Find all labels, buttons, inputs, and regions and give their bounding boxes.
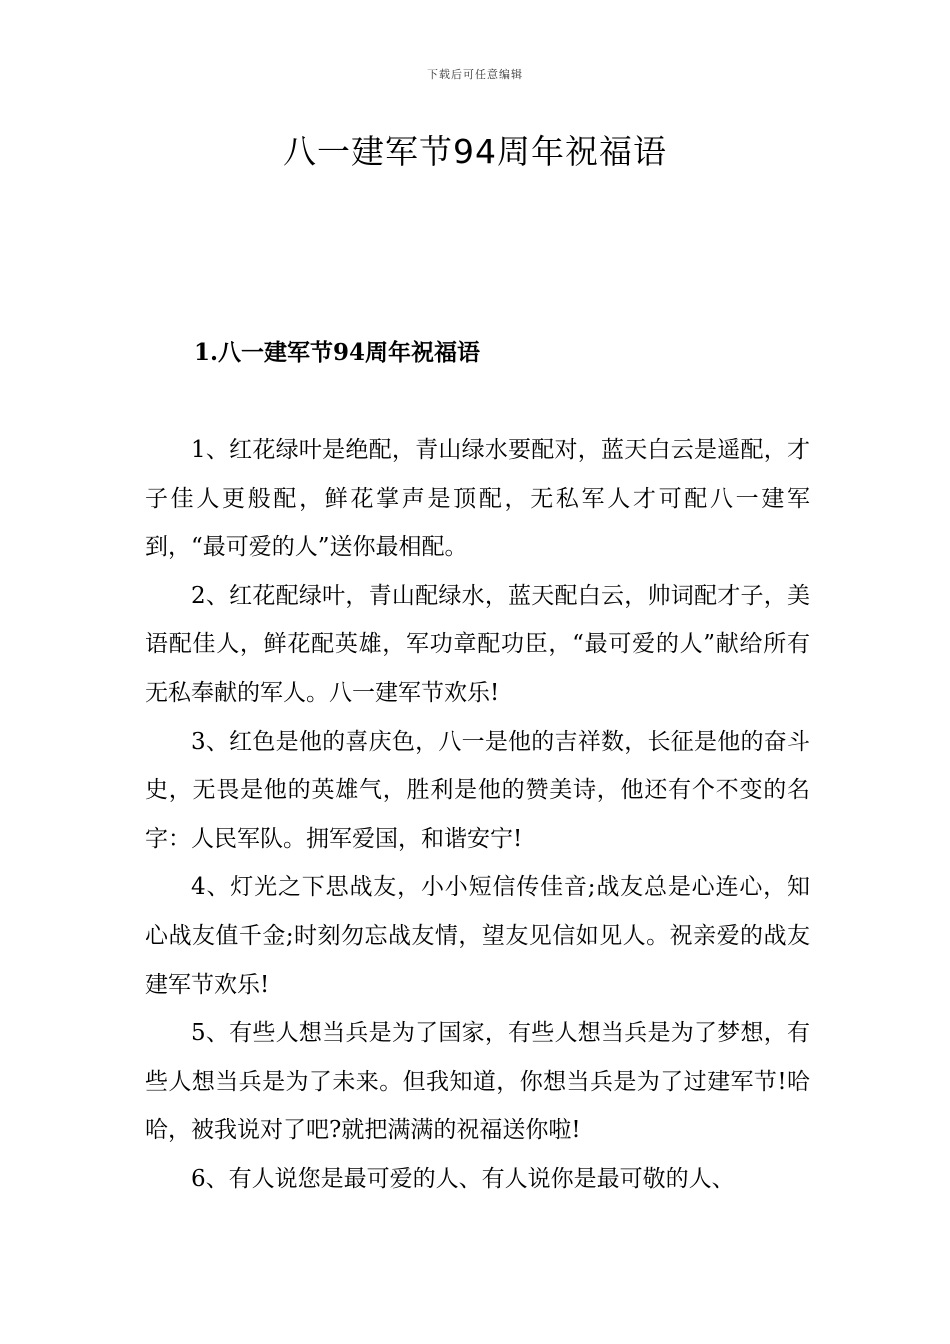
paragraph-6: 6、有人说您是最可爱的人、有人说你是最可敬的人、 <box>191 1165 735 1192</box>
paragraph-5: 5、有些人想当兵是为了国家，有些人想当兵是为了梦想，有些人想当兵是为了未来。但我知道，你想当兵是为了过建军节!哈哈，被我说对了吧?就把满满的祝福送你啦! <box>145 1020 810 1144</box>
paragraph-4: 4、灯光之下思战友，小小短信传佳音;战友总是心连心，知心战友值千金;时刻勿忘战友情，望友见信如见人。祝亲爱的战友建军节欢乐! <box>145 874 810 998</box>
paragraph-3: 3、红色是他的喜庆色，八一是他的吉祥数，长征是他的奋斗史，无畏是他的英雄气，胜利是他的赞美诗，他还有个不变的名字：人民军队。拥军爱国，和谐安宁! <box>145 728 810 852</box>
document-title: 八一建军节94周年祝福语 <box>283 132 667 171</box>
document-body <box>145 426 810 1204</box>
paragraph-2: 2、红花配绿叶，青山配绿水，蓝天配白云，帅词配才子，美语配佳人，鲜花配英雄，军功章配功臣，“最可爱的人”献给所有无私奉献的军人。八一建军节欢乐! <box>145 582 810 706</box>
page-header-note: 下载后可任意编辑 <box>427 68 523 81</box>
paragraph-1: 1、红花绿叶是绝配，青山绿水要配对，蓝天白云是遥配，才子佳人更般配，鲜花掌声是顶配，无私军人才可配八一建军到，“最可爱的人”送你最相配。 <box>145 437 810 561</box>
section-heading: 1.八一建军节94周年祝福语 <box>194 339 481 366</box>
